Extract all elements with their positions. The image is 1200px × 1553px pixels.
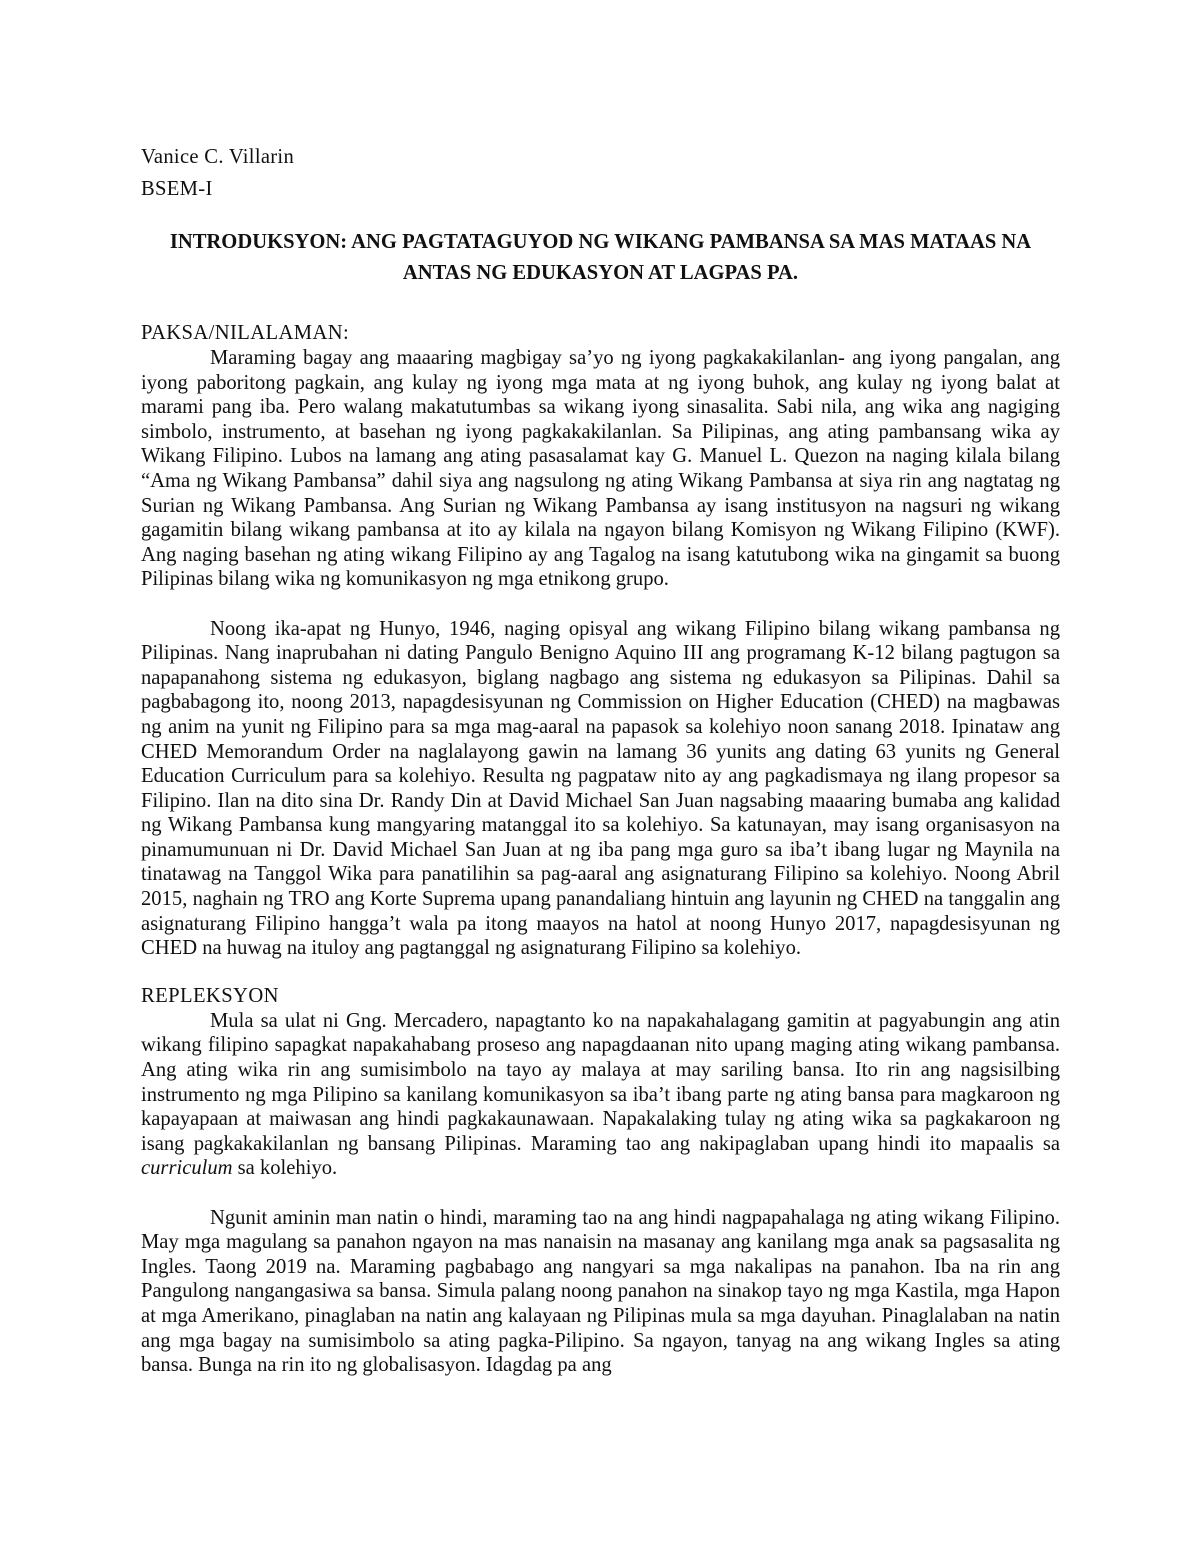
repleksyon-section: [141, 983, 1060, 1378]
repleksyon-paragraph-2: Ngunit aminin man natin o hindi, maraming tao na ang hindi nagpapahalaga ng ating wikang Filipino. May mga magulang sa panahon ngayon na mas nanaisin na masanay ang kanilang mga anak sa pagsasalita ng Ingles. Taong 2019 na. Maraming pagbabago ang nangyari sa mga nakalipas na panahon. Iba na rin ang Pangulong nangangasiwa sa bansa. Simula palang noong panahon na sinakop tayo ng mga Kastila, mga Hapon at mga Amerikano, pinaglaban na natin ang kalayaan ng Pilipinas mula sa mga dayuhan. Pinaglalaban na natin ang mga bagay na sumisimbolo sa ating pagka-Pilipino. Sa ngayon, tanyag na ang wikang Ingles sa ating bansa. Bunga na rin ito ng globalisasyon. Idagdag pa ang: [141, 1206, 1060, 1377]
document-title: INTRODUKSYON: ANG PAGTATAGUYOD NG WIKANG PAMBANSA SA MAS MATAAS NA ANTAS NG EDUKASYON AT LAGPAS PA.: [169, 231, 1032, 284]
document-header: [141, 141, 1060, 205]
paksa-paragraph-1: Maraming bagay ang maaaring magbigay sa’yo ng iyong pagkakakilanlan- ang iyong pangalan, ang iyong paboritong pagkain, ang kulay ng iyong mga mata at ng iyong buhok, ang kulay ng iyong balat at marami pang iba. Pero walang makatutumbas sa wikang iyong sinasalita. Sabi nila, ang wika ang nagiging simbolo, instrumento, at basehan ng iyong pagkakakilanlan. Sa Pilipinas, ang ating pambansang wika ay Wikang Filipino. Lubos na lamang ang ating pasasalamat kay G. Manuel L. Quezon na naging kilala bilang “Ama ng Wikang Pambansa” dahil siya ang nagsulong ng ating Wikang Pambansa at siya rin ang nagtatag ng Surian ng Wikang Pambansa. Ang Surian ng Wikang Pambansa ay isang institusyon na nagsuri ng wikang gagamitin bilang wikang pambansa at ito ay kilala na ngayon bilang Komisyon ng Wikang Filipino (KWF). Ang naging basehan ng ating wikang Filipino ay ang Tagalog na isang katutubong wika na gingamit sa buong Pilipinas bilang wika ng komunikasyon ng mga etnikong grupo.: [141, 347, 1060, 591]
paksa-paragraph-2: Noong ika-apat ng Hunyo, 1946, naging opisyal ang wikang Filipino bilang wikang pambansa ng Pilipinas. Nang inaprubahan ni dating Pangulo Benigno Aquino III ang programang K-12 bilang pagtugon sa napapanahong sistema ng edukasyon, biglang nagbago ang sistema ng edukasyon sa Pilipinas. Dahil sa pagbabagong ito, noong 2013, napagdesisyunan ng Commission on Higher Education (CHED) na magbawas ng anim na yunit ng Filipino para sa mga mag-aaral na papasok sa kolehiyo noon sanang 2018. Ipinataw ang CHED Memorandum Order na naglalayong gawin na lamang 36 yunits ang dating 63 yunits ng General Education Curriculum para sa kolehiyo. Resulta ng pagpataw nito ay ang pagkadismaya ng ilang propesor sa Filipino. Ilan na dito sina Dr. Randy Din at David Michael San Juan nagsabing maaaring bumaba ang kalidad ng Wikang Pambansa kung mangyaring matanggal ito sa kolehiyo. Sa katunayan, may isang organisasyon na pinamumunuan ni Dr. David Michael San Juan at ng iba pang mga guro sa iba’t ibang lugar ng Maynila na tinatawag na Tanggol Wika para panatilihin sa pag-aaral ang asignaturang Filipino sa kolehiyo. Noong Abril 2015, naghain ng TRO ang Korte Suprema upang panandaliang hintuin ang layunin ng CHED na tanggalin ang asignaturang Filipino hangga’t wala pa itong maayos na hatol at noong Hunyo 2017, napagdesisyunan ng CHED na huwag na ituloy ang pagtanggal ng asignaturang Filipino sa kolehiyo.: [141, 617, 1060, 960]
paksa-heading: PAKSA/NILALAMAN:: [141, 322, 350, 344]
repleksyon-paragraph-1-text-b: sa kolehiyo.: [232, 1157, 338, 1180]
curriculum-italic-term: curriculum: [141, 1157, 233, 1180]
course-section: BSEM-I: [141, 178, 213, 200]
repleksyon-paragraph-1: [141, 1009, 1060, 1181]
paksa-section: [141, 320, 1060, 961]
repleksyon-heading: REPLEKSYON: [141, 984, 279, 1007]
author-name: Vanice C. Villarin: [141, 146, 295, 168]
repleksyon-paragraph-1-text-a: Mula sa ulat ni Gng. Mercadero, napagtanto ko na napakahalagang gamitin at pagyabungin ang atin wikang filipino sapagkat napakahabang proseso ang napagdaanan nito upang maging ating wikang pambansa. Ang ating wika rin ang sumisimbolo na tayo ay malaya at may sariling bansa. Ito rin ang nagsisilbing instrumento ng mga Pilipino sa kanilang komunikasyon sa iba’t ibang parte ng ating bansa para magkaroon ng kapayapaan at maiwasan ang hindi pagkakaunawaan. Napakalaking tulay ng ating wika sa pagkakaroon ng isang pagkakakilanlan ng bansang Pilipinas. Maraming tao ang nakipaglaban upang hindi ito mapaalis sa: [141, 1009, 1060, 1155]
